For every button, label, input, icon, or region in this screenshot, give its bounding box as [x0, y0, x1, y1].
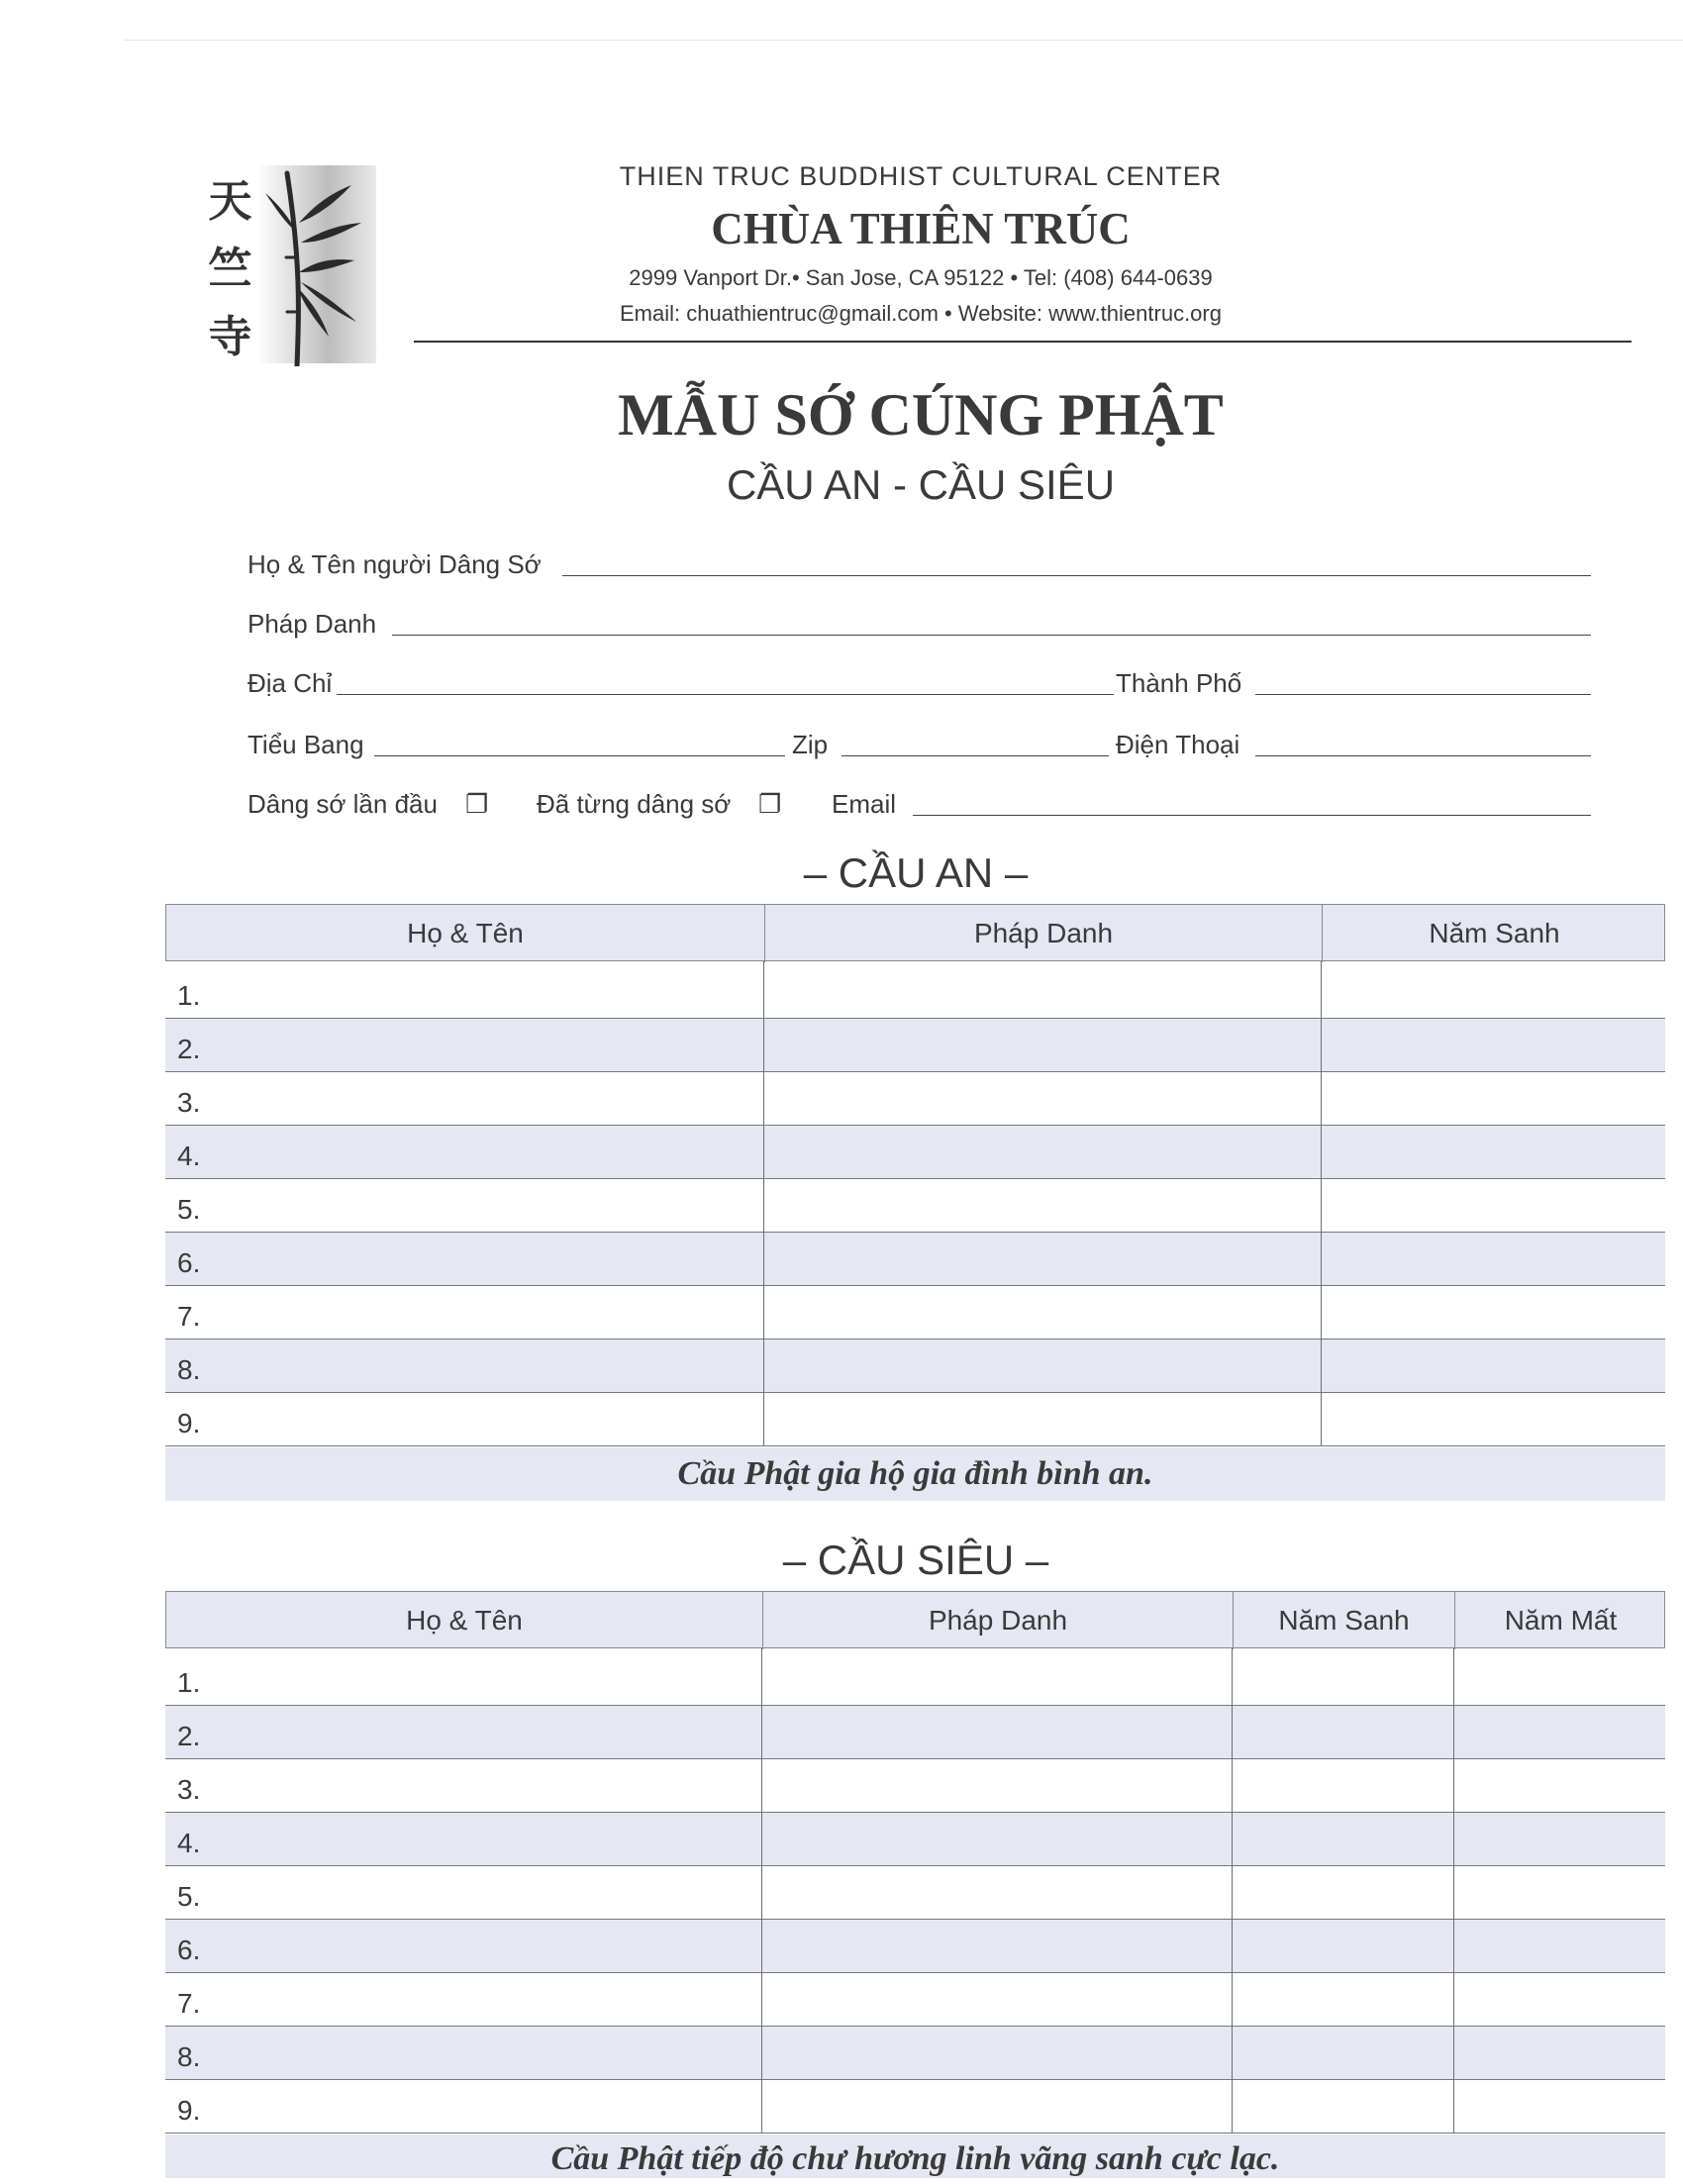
cau-sieu-header-row — [165, 1591, 1665, 1648]
table-row[interactable] — [165, 1072, 1665, 1126]
table-row[interactable] — [165, 1179, 1665, 1233]
cau-sieu-table — [165, 1591, 1665, 2178]
state-label: Tiểu Bang — [248, 730, 364, 759]
phone-label: Điện Thoại — [1116, 730, 1240, 759]
row-number: 3. — [177, 1774, 201, 1805]
contact-line: Email: chuathientruc@gmail.com • Website: www.thientruc.org — [620, 301, 1222, 326]
city-label: Thành Phố — [1116, 668, 1242, 698]
temple-name: CHÙA THIÊN TRÚC — [711, 204, 1131, 253]
field-full-name[interactable] — [248, 543, 1591, 582]
column-divider — [763, 961, 764, 1446]
temple-logo — [203, 163, 376, 366]
table-row[interactable] — [165, 2027, 1665, 2080]
column-divider — [1232, 1648, 1233, 2134]
cau-an-header-row — [165, 904, 1665, 961]
row-number: 3. — [177, 1087, 201, 1118]
cau-an-heading: – CẦU AN – — [803, 849, 1029, 896]
col-header-birth-year: Năm Sanh — [1322, 905, 1666, 962]
table-row[interactable] — [165, 1759, 1665, 1813]
col-header-death-year: Năm Mất — [1454, 1592, 1666, 1649]
row-number: 6. — [177, 1247, 201, 1278]
full-name-line[interactable] — [562, 575, 1591, 576]
row-number: 4. — [177, 1828, 201, 1858]
cau-sieu-prayer: Cầu Phật tiếp độ chư hương linh vãng sanh cực lạc. — [165, 2134, 1665, 2178]
state-line[interactable] — [374, 755, 785, 756]
address-line-input[interactable] — [337, 694, 1114, 695]
first-time-checkbox[interactable]: ❐ — [465, 789, 489, 819]
logo-char: 天 — [208, 176, 252, 228]
table-row[interactable] — [165, 1286, 1665, 1340]
table-row[interactable] — [165, 1652, 1665, 1706]
form-title: MẪU SỚ CÚNG PHẬT — [618, 382, 1224, 447]
row-number: 7. — [177, 1988, 201, 2019]
form-subtitle: CẦU AN - CẦU SIÊU — [726, 461, 1116, 508]
table-row[interactable] — [165, 1393, 1665, 1446]
full-name-label: Họ & Tên người Dâng Sớ — [248, 549, 542, 579]
column-divider — [761, 1648, 762, 2134]
row-number: 8. — [177, 2041, 201, 2072]
dharma-name-line[interactable] — [392, 635, 1591, 636]
logo-char: 寺 — [208, 311, 252, 362]
returning-checkbox[interactable]: ❐ — [758, 789, 782, 819]
returning-label: Đã từng dâng sớ — [537, 789, 732, 819]
first-time-label: Dâng sớ lần đầu — [248, 789, 438, 819]
table-row[interactable] — [165, 965, 1665, 1019]
table-row[interactable] — [165, 1973, 1665, 2027]
row-number: 8. — [177, 1354, 201, 1385]
page-top-edge — [124, 40, 1683, 41]
col-header-birth-year: Năm Sanh — [1233, 1592, 1454, 1649]
dharma-name-label: Pháp Danh — [248, 609, 377, 639]
cau-an-prayer: Cầu Phật gia hộ gia đình bình an. — [165, 1447, 1665, 1501]
row-number: 5. — [177, 1194, 201, 1225]
row-number: 6. — [177, 1935, 201, 1965]
row-number: 1. — [177, 1667, 201, 1698]
table-row[interactable] — [165, 1340, 1665, 1393]
field-dharma-name[interactable] — [248, 602, 1591, 642]
col-header-name: Họ & Tên — [407, 918, 524, 948]
logo-characters — [203, 163, 257, 366]
organization-name: THIEN TRUC BUDDHIST CULTURAL CENTER — [619, 161, 1223, 191]
row-number: 7. — [177, 1301, 201, 1332]
table-row[interactable] — [165, 1233, 1665, 1286]
row-number: 9. — [177, 2095, 201, 2126]
field-state-zip-phone[interactable] — [248, 723, 1591, 762]
col-header-dharma: Pháp Danh — [764, 905, 1322, 962]
row-number: 2. — [177, 1034, 201, 1064]
cau-sieu-heading: – CẦU SIÊU – — [782, 1537, 1049, 1583]
column-divider — [1453, 1648, 1454, 2134]
table-row[interactable] — [165, 1813, 1665, 1866]
col-header-dharma: Pháp Danh — [762, 1592, 1233, 1649]
field-status-email[interactable] — [248, 782, 1591, 822]
row-number: 5. — [177, 1881, 201, 1912]
row-number: 2. — [177, 1721, 201, 1751]
address-line: 2999 Vanport Dr.• San Jose, CA 95122 • Tel: (408) 644-0639 — [629, 265, 1213, 290]
logo-char: 竺 — [208, 244, 252, 295]
table-row[interactable] — [165, 1866, 1665, 1920]
field-address[interactable] — [248, 661, 1591, 701]
row-number: 1. — [177, 980, 201, 1011]
row-number: 4. — [177, 1141, 201, 1171]
email-line[interactable] — [913, 815, 1591, 816]
table-row[interactable] — [165, 1019, 1665, 1072]
bamboo-icon — [257, 163, 376, 366]
table-row[interactable] — [165, 1706, 1665, 1759]
table-row[interactable] — [165, 1126, 1665, 1179]
phone-line[interactable] — [1255, 755, 1591, 756]
table-row[interactable] — [165, 1920, 1665, 1973]
column-divider — [1321, 961, 1322, 1446]
zip-line[interactable] — [842, 755, 1109, 756]
header-divider — [414, 341, 1632, 343]
email-label: Email — [832, 789, 897, 819]
zip-label: Zip — [792, 730, 829, 759]
address-label: Địa Chỉ — [248, 668, 333, 698]
city-line[interactable] — [1255, 694, 1591, 695]
table-row[interactable] — [165, 2080, 1665, 2134]
cau-an-table — [165, 904, 1665, 1503]
row-number: 9. — [177, 1408, 201, 1439]
col-header-name: Họ & Tên — [406, 1605, 523, 1636]
